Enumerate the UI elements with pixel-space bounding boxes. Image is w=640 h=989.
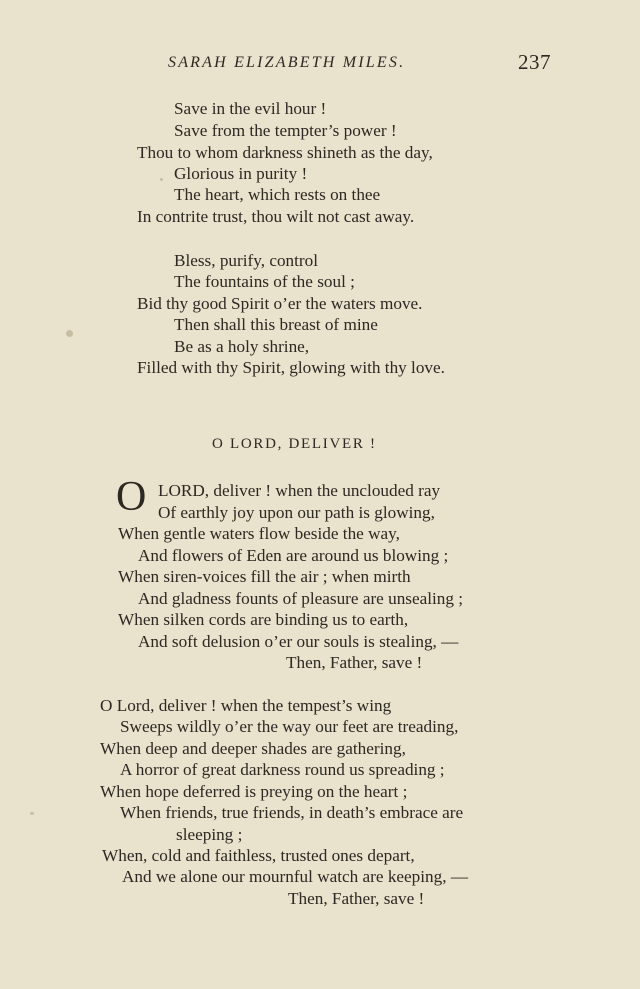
poem-line: O Lord, deliver ! when the tempest’s wing (100, 696, 392, 715)
poem-line: And we alone our mournful watch are keeping, — (122, 867, 469, 886)
poem-line: Bless, purify, control (174, 251, 319, 270)
poem-title: O LORD, DELIVER ! (212, 436, 377, 452)
poem-line: Filled with thy Spirit, glowing with thy love. (137, 358, 445, 377)
poem-line: When friends, true friends, in death’s embrace are (120, 803, 464, 822)
poem-line: When gentle waters flow beside the way, (118, 524, 400, 543)
running-head: SARAH ELIZABETH MILES. (168, 54, 406, 71)
poem-line: Be as a holy shrine, (174, 337, 310, 356)
poem-line: And soft delusion o’er our souls is stealing, — (138, 632, 459, 651)
paper-speck (160, 178, 163, 181)
poem-line: Save from the tempter’s power ! (174, 121, 397, 140)
poem-line: In contrite trust, thou wilt not cast away. (137, 207, 415, 226)
poem-line: The fountains of the soul ; (174, 272, 355, 291)
poem-line: LORD, deliver ! when the unclouded ray (158, 481, 441, 500)
poem-line: And flowers of Eden are around us blowing ; (138, 546, 449, 565)
poem-line: When siren-voices fill the air ; when mirth (118, 567, 411, 586)
page-number: 237 (518, 50, 551, 74)
poem-line: Then shall this breast of mine (174, 315, 378, 334)
poem-line: Glorious in purity ! (174, 164, 308, 183)
poem-line: And gladness founts of pleasure are unsealing ; (138, 589, 464, 608)
paper-speck (30, 812, 34, 815)
poem-line: Of earthly joy upon our path is glowing, (158, 503, 435, 522)
poem-line: Bid thy good Spirit o’er the waters move. (137, 294, 423, 313)
poem-refrain: Then, Father, save ! (288, 889, 425, 908)
drop-cap: O (116, 474, 147, 520)
poem-line: When deep and deeper shades are gathering, (100, 739, 406, 758)
poem-line: The heart, which rests on thee (174, 185, 381, 204)
poem-line: When, cold and faithless, trusted ones depart, (102, 846, 415, 865)
poem-line: Thou to whom darkness shineth as the day, (137, 143, 433, 162)
poem-line: When silken cords are binding us to earth, (118, 610, 409, 629)
paper-speck (66, 330, 73, 337)
poem-line: sleeping ; (176, 825, 243, 844)
poem-line: When hope deferred is preying on the heart ; (100, 782, 408, 801)
poem-line: Sweeps wildly o’er the way our feet are treading, (120, 717, 459, 736)
poem-refrain: Then, Father, save ! (286, 653, 423, 672)
poem-line: Save in the evil hour ! (174, 99, 327, 118)
poem-line: A horror of great darkness round us spreading ; (120, 760, 445, 779)
